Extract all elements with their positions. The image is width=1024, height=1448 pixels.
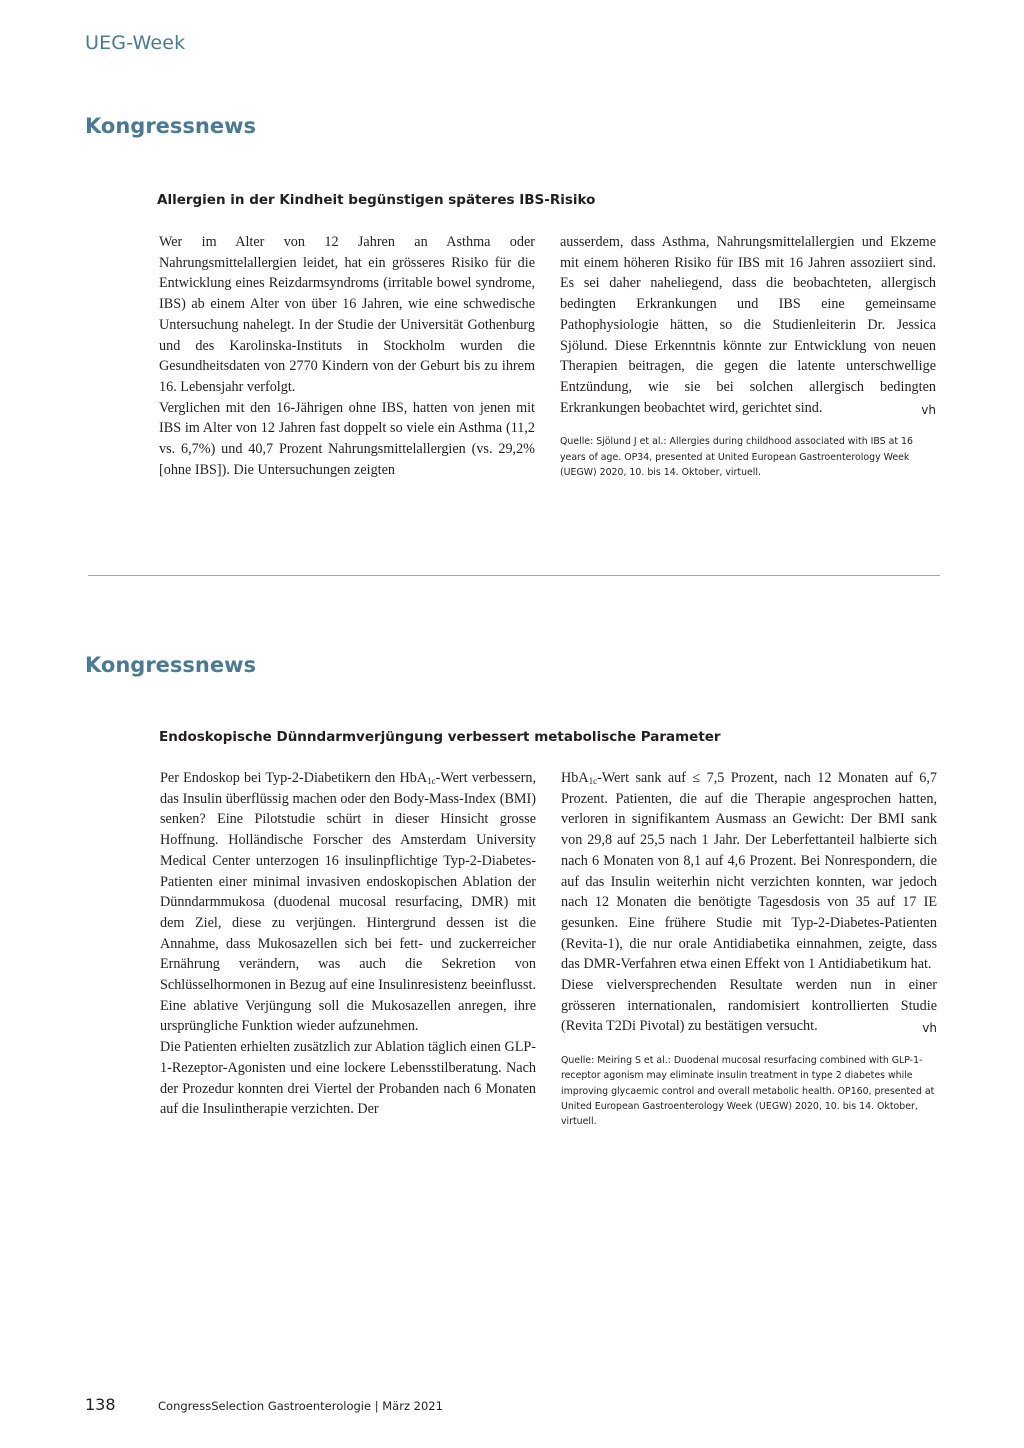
page-number: 138 <box>85 1395 116 1414</box>
paragraph: Diese vielversprechenden Resultate werden nun in einer grösseren internationalen, randomisiert kontrollierten Studie (Revita T2Di Pivotal) zu bestätigen versucht. vh <box>561 975 937 1037</box>
paragraph: Die Patienten erhielten zusätzlich zur Ablation täglich einen GLP-1-Rezeptor-Agonisten und eine lockere Lebensstilberatung. Nach der Prozedur konnten drei Viertel der Probanden nach 6 Monaten auf die Insulintherapie verzichten. Der <box>160 1039 536 1118</box>
section-label: UEG-Week <box>85 32 186 54</box>
paragraph: Verglichen mit den 16-Jährigen ohne IBS, hatten von jenen mit IBS im Alter von 12 Jahren fast doppelt so viele ein Asthma (11,2 vs. 6,7%) und 40,7 Prozent Nahrungsmittelallergien (vs. 29,2% [ohne IBS]). Die Untersuchungen zeigten <box>159 399 535 478</box>
article-title: Endoskopische Dünndarmverjüngung verbessert metabolische Parameter <box>159 729 721 745</box>
section-heading: Kongressnews <box>85 653 257 677</box>
section-heading: Kongressnews <box>85 114 257 138</box>
paragraph: Wer im Alter von 12 Jahren an Asthma oder Nahrungsmittelallergien leidet, hat ein grösseres Risiko für die Entwicklung eines Reizdarmsyndroms (irritable bowel syndrome, IBS) ab einem Alter von über 16 Jahren, wie eine schwedische Untersuchung nahelegt. In der Studie der Universität Gothenburg und des Karolinska-Instituts in Stockholm wurden die Gesundheitsdaten von 2770 Kindern von der Geburt bis zu ihrem 16. Lebensjahr verfolgt. <box>159 234 535 395</box>
article-column-right <box>560 232 936 480</box>
footer-publication: CongressSelection Gastroenterologie | März 2021 <box>158 1399 443 1413</box>
article-column-left <box>160 768 536 1120</box>
paragraph: Per Endoskop bei Typ-2-Diabetikern den HbA$_{1c}$-Wert verbessern, das Insulin überflüssig machen oder den Body-Mass-Index (BMI) senken? Eine Pilotstudie schürt in dieser Hinsicht grosse Hoffnung. Holländische Forscher des Amsterdam University Medical Center unterzogen 16 insulinpflichtige Typ-2-Diabetes-Patienten einer minimal invasiven endoskopischen Ablation der Dünndarmmukosa (duodenal mucosal resurfacing, DMR) mit dem Ziel, diese zu verjüngen. Hintergrund dessen ist die Annahme, dass Mukosazellen sich bei fett- und zuckerreicher Ernährung verändern, was auch die Sekretion von Schlüsselhormonen in Bezug auf eine Insulinresistenz beeinflusst. Eine ablative Verjüngung soll die Mukosazellen anregen, ihre ursprüngliche Funktion wieder aufzunehmen. <box>160 770 537 1035</box>
article-column-left <box>159 232 535 480</box>
paragraph: ausserdem, dass Asthma, Nahrungsmittelallergien und Ekzeme mit einem höheren Risiko für IBS mit 16 Jahren assoziiert sind. Es sei daher naheliegend, dass die beobachteten, allergisch bedingten Erkrankungen und IBS eine gemeinsame Pathophysiologie hätten, so die Studienleiterin Dr. Jessica Sjölund. Diese Erkenntnis könnte zur Entwicklung von neuen Therapien beitragen, die gegen die latente unterschwellige Entzündung, wie sie bei solchen allergisch bedingten Erkrankungen beobachtet wird, gerichtet sind. vh <box>560 232 936 418</box>
article-title: Allergien in der Kindheit begünstigen späteres IBS-Risiko <box>157 192 596 208</box>
article-column-right <box>561 768 937 1129</box>
paragraph: HbA$_{1c}$-Wert sank auf ≤ 7,5 Prozent, nach 12 Monaten auf 6,7 Prozent. Patienten, die auf die Therapie angesprochen hatten, verloren in signifikantem Ausmass an Gewicht: Der BMI sank von 29,8 auf 25,5 nach 1 Jahr. Der Leberfettanteil halbierte sich nach 6 Monaten von 8,1 auf 4,6 Prozent. Bei Nonrespondern, die auf das Insulin weiterhin nicht verzichten konnten, war jedoch nach 12 Monaten die benötigte Tagesdosis von 35 auf 17 IE gesunken. Eine frühere Studie mit Typ-2-Diabetes-Patienten (Revita-1), die nur orale Antidiabetika einnahmen, zeigte, dass das DMR-Verfahren etwa einen Effekt von 1 Antidiabetikum hat. <box>561 770 937 973</box>
section-divider <box>88 575 940 576</box>
source-citation: Quelle: Meiring S et al.: Duodenal mucosal resurfacing combined with GLP-1-receptor agonism may eliminate insulin treatment in type 2 diabetes while improving glycaemic control and overall metabolic health. OP160, presented at United European Gastroenterology Week (UEGW) 2020, 10. bis 14. Oktober, virtuell. <box>561 1055 935 1127</box>
author-signature: vh <box>922 1021 937 1036</box>
author-signature: vh <box>921 402 936 417</box>
source-citation: Quelle: Sjölund J et al.: Allergies during childhood associated with IBS at 16 years of age. OP34, presented at United European Gastroenterology Week (UEGW) 2020, 10. bis 14. Oktober, virtuell. <box>560 436 913 478</box>
